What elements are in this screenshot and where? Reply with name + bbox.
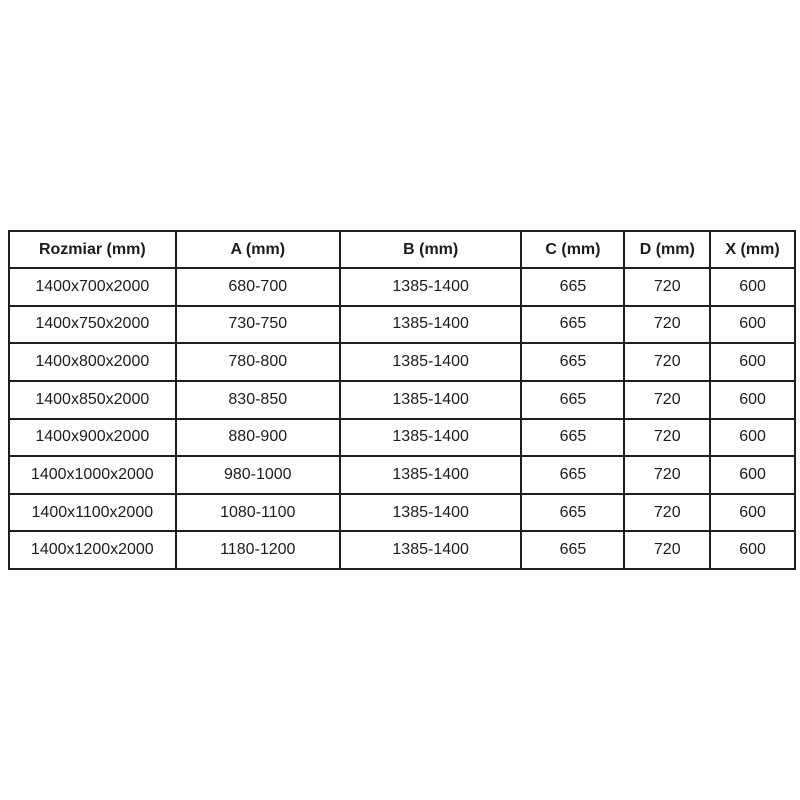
table-cell-a: 880-900 (176, 419, 340, 457)
table-row (9, 343, 795, 381)
header-cell-c: C (mm) (521, 231, 624, 268)
table-cell-rozmiar: 1400x700x2000 (9, 268, 176, 306)
table-header (9, 231, 795, 268)
table-cell-d: 720 (624, 419, 710, 457)
table-cell-x: 600 (710, 268, 795, 306)
table-cell-d: 720 (624, 343, 710, 381)
table-cell-x: 600 (710, 419, 795, 457)
table-cell-c: 665 (521, 268, 624, 306)
table-cell-c: 665 (521, 306, 624, 344)
table-cell-a: 1180-1200 (176, 531, 340, 569)
header-cell-x: X (mm) (710, 231, 795, 268)
table-cell-c: 665 (521, 494, 624, 532)
table-cell-rozmiar: 1400x1000x2000 (9, 456, 176, 494)
table-cell-x: 600 (710, 343, 795, 381)
dimensions-table (8, 230, 796, 570)
table-cell-b: 1385-1400 (340, 306, 522, 344)
table-cell-c: 665 (521, 381, 624, 419)
table-cell-b: 1385-1400 (340, 494, 522, 532)
header-cell-rozmiar: Rozmiar (mm) (9, 231, 176, 268)
table-cell-a: 680-700 (176, 268, 340, 306)
table-row (9, 306, 795, 344)
table-cell-d: 720 (624, 494, 710, 532)
table-row (9, 268, 795, 306)
table-body (9, 268, 795, 569)
table-cell-x: 600 (710, 494, 795, 532)
table-cell-rozmiar: 1400x850x2000 (9, 381, 176, 419)
header-row (9, 231, 795, 268)
table-cell-c: 665 (521, 419, 624, 457)
table-cell-a: 730-750 (176, 306, 340, 344)
table-cell-b: 1385-1400 (340, 381, 522, 419)
table-cell-b: 1385-1400 (340, 343, 522, 381)
header-cell-a: A (mm) (176, 231, 340, 268)
table-cell-a: 780-800 (176, 343, 340, 381)
table-cell-rozmiar: 1400x750x2000 (9, 306, 176, 344)
table-cell-b: 1385-1400 (340, 419, 522, 457)
table-row (9, 531, 795, 569)
table-cell-x: 600 (710, 531, 795, 569)
table-row (9, 494, 795, 532)
table-cell-a: 980-1000 (176, 456, 340, 494)
table-cell-d: 720 (624, 531, 710, 569)
table-cell-a: 830-850 (176, 381, 340, 419)
table-cell-b: 1385-1400 (340, 531, 522, 569)
table-cell-x: 600 (710, 306, 795, 344)
table-row (9, 381, 795, 419)
table-cell-c: 665 (521, 456, 624, 494)
table-cell-rozmiar: 1400x900x2000 (9, 419, 176, 457)
table-cell-b: 1385-1400 (340, 268, 522, 306)
table-cell-rozmiar: 1400x1100x2000 (9, 494, 176, 532)
table-cell-d: 720 (624, 268, 710, 306)
table-cell-a: 1080-1100 (176, 494, 340, 532)
table-cell-rozmiar: 1400x800x2000 (9, 343, 176, 381)
table-cell-c: 665 (521, 343, 624, 381)
table-cell-c: 665 (521, 531, 624, 569)
table-cell-d: 720 (624, 456, 710, 494)
table-row (9, 419, 795, 457)
table-cell-b: 1385-1400 (340, 456, 522, 494)
table-cell-d: 720 (624, 306, 710, 344)
table-row (9, 456, 795, 494)
header-cell-d: D (mm) (624, 231, 710, 268)
header-cell-b: B (mm) (340, 231, 522, 268)
table-cell-rozmiar: 1400x1200x2000 (9, 531, 176, 569)
table-cell-x: 600 (710, 456, 795, 494)
table-cell-d: 720 (624, 381, 710, 419)
table-cell-x: 600 (710, 381, 795, 419)
